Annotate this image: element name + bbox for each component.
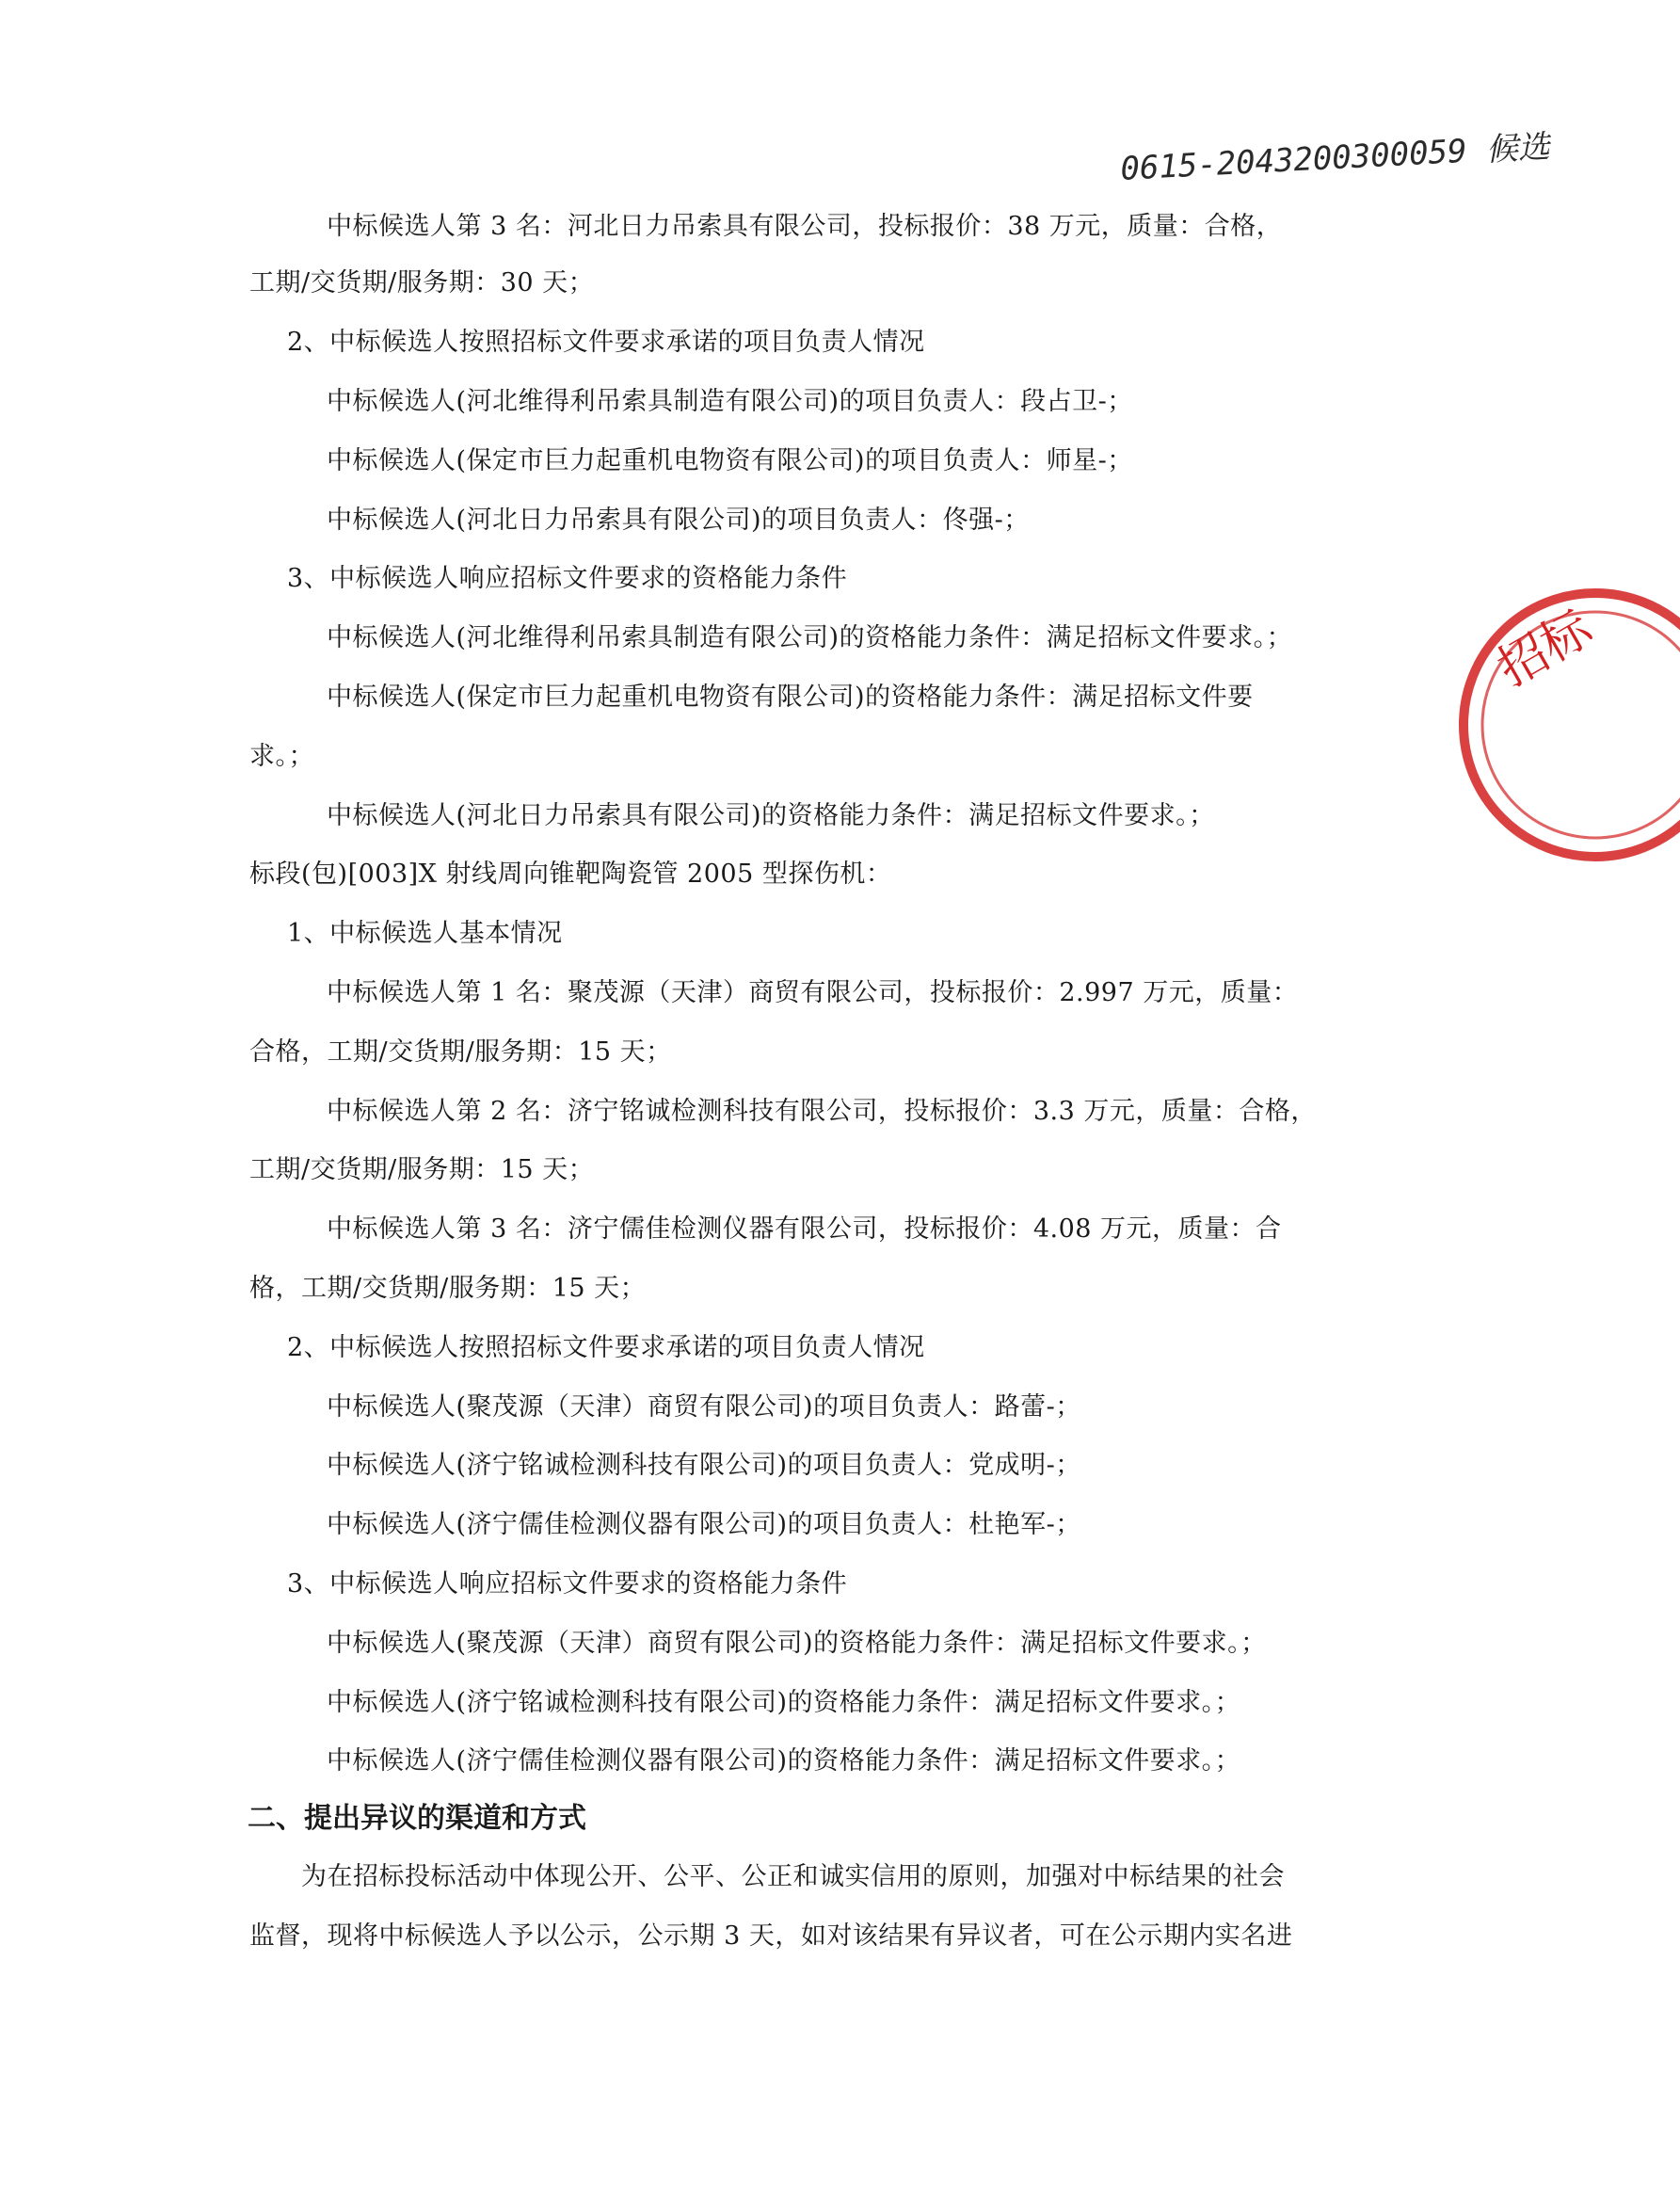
text-line: 中标候选人(济宁铭诚检测科技有限公司)的资格能力条件：满足招标文件要求。； <box>327 1688 1241 1717</box>
text-line: 中标候选人第 1 名：聚茂源（天津）商贸有限公司，投标报价：2.997 万元，质量： <box>327 978 1299 1007</box>
paragraph-line: 为在招标投标活动中体现公开、公平、公正和诚实信用的原则，加强对中标结果的社会 <box>301 1862 1285 1891</box>
text-line: 中标候选人(济宁儒佳检测仪器有限公司)的项目负责人：杜艳军-； <box>327 1510 1081 1539</box>
seal-text: 招标 <box>1488 600 1602 699</box>
text-line: 2、中标候选人按照招标文件要求承诺的项目负责人情况 <box>287 1333 925 1362</box>
text-line: 1、中标候选人基本情况 <box>287 919 563 948</box>
text-line: 中标候选人第 3 名：济宁儒佳检测仪器有限公司，投标报价：4.08 万元，质量：合 <box>327 1214 1282 1244</box>
text-line: 3、中标候选人响应招标文件要求的资格能力条件 <box>287 564 848 593</box>
text-line: 求。； <box>249 742 314 771</box>
paragraph-line: 监督，现将中标候选人予以公示，公示期 3 天，如对该结果有异议者，可在公示期内实名进 <box>249 1921 1293 1951</box>
text-line: 中标候选人(济宁儒佳检测仪器有限公司)的资格能力条件：满足招标文件要求。； <box>327 1746 1241 1776</box>
text-line: 中标候选人第 2 名：济宁铭诚检测科技有限公司，投标报价：3.3 万元，质量：合格， <box>327 1097 1317 1126</box>
text-line: 中标候选人(济宁铭诚检测科技有限公司)的项目负责人：党成明-； <box>327 1451 1081 1480</box>
text-line: 3、中标候选人响应招标文件要求的资格能力条件 <box>287 1569 848 1599</box>
text-line: 中标候选人第 3 名：河北日力吊索具有限公司，投标报价：38 万元，质量：合格， <box>327 212 1283 241</box>
section-heading: 二、提出异议的渠道和方式 <box>248 1802 586 1835</box>
text-line: 中标候选人(聚茂源（天津）商贸有限公司)的项目负责人：路蕾-； <box>327 1392 1081 1422</box>
text-line: 中标候选人(河北维得利吊索具制造有限公司)的项目负责人：段占卫-； <box>327 387 1133 416</box>
text-line: 中标候选人(保定市巨力起重机电物资有限公司)的资格能力条件：满足招标文件要 <box>327 683 1254 712</box>
text-line: 2、中标候选人按照招标文件要求承诺的项目负责人情况 <box>287 328 925 357</box>
text-line: 中标候选人(聚茂源（天津）商贸有限公司)的资格能力条件：满足招标文件要求。； <box>327 1629 1267 1658</box>
handwritten-annotation: 0615-2043200300059 候选 <box>1119 128 1551 188</box>
text-line: 中标候选人(河北日力吊索具有限公司)的项目负责人：佟强-； <box>327 506 1030 535</box>
text-line: 合格，工期/交货期/服务期：15 天； <box>249 1037 672 1067</box>
text-line: 工期/交货期/服务期：30 天； <box>249 268 595 297</box>
text-line: 格，工期/交货期/服务期：15 天； <box>249 1274 647 1303</box>
text-line: 工期/交货期/服务期：15 天； <box>249 1155 595 1184</box>
text-line: 标段(包)[003]X 射线周向锥靶陶瓷管 2005 型探伤机： <box>249 860 892 889</box>
text-line: 中标候选人(河北维得利吊索具制造有限公司)的资格能力条件：满足招标文件要求。； <box>327 623 1293 652</box>
text-line: 中标候选人(河北日力吊索具有限公司)的资格能力条件：满足招标文件要求。； <box>327 801 1215 830</box>
text-line: 中标候选人(保定市巨力起重机电物资有限公司)的项目负责人：师星-； <box>327 446 1133 475</box>
red-seal-stamp <box>1454 584 1680 885</box>
